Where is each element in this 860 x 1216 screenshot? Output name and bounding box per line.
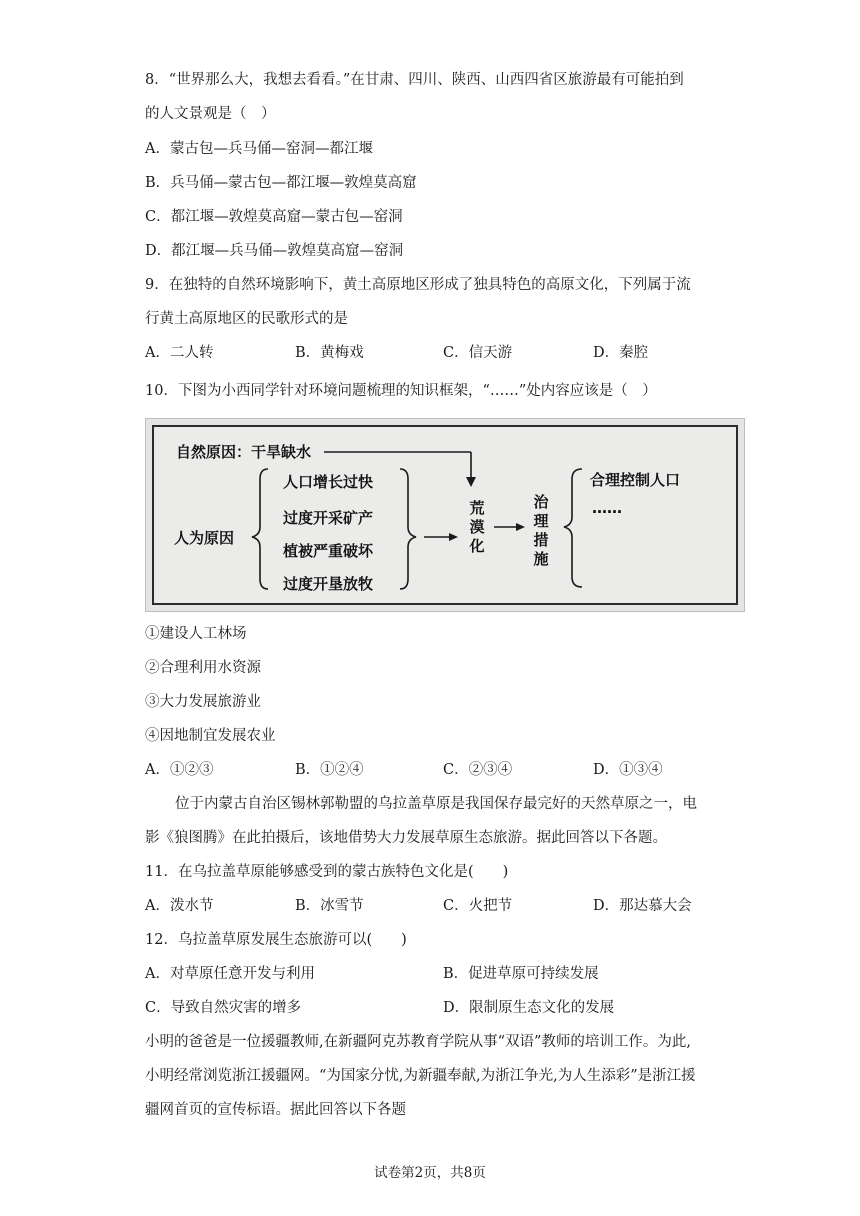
- q8-option-c: C．都江堰—敦煌莫高窟—蒙古包—窑洞: [145, 209, 403, 225]
- natural-cause-label: 自然原因：干旱缺水: [176, 443, 312, 461]
- q11-option-a: A．泼水节: [145, 898, 214, 914]
- human-cause-item: 植被严重破坏: [283, 542, 374, 560]
- q12-stem: 12．乌拉盖草原发展生态旅游可以( ): [145, 932, 407, 948]
- page-footer: 试卷第2页，共8页: [374, 1165, 486, 1181]
- q10-stem: 10．下图为小西同学针对环境问题梳理的知识框架，“……”处内容应该是（ ）: [145, 383, 657, 399]
- q9-stem-line2: 行黄土高原地区的民歌形式的是: [145, 311, 348, 327]
- q11-option-c: C．火把节: [443, 898, 513, 914]
- q12-option-a: A．对草原任意开发与利用: [145, 966, 315, 982]
- q10-item-1: ①建设人工林场: [145, 626, 247, 642]
- left-brace-icon: [252, 469, 268, 589]
- arrow-right-icon: [516, 523, 525, 531]
- q9-option-a: A．二人转: [145, 345, 214, 361]
- arrow-right-icon: [449, 533, 458, 541]
- human-cause-item: 过度开垦放牧: [283, 575, 374, 593]
- q12-option-d: D．限制原生态文化的发展: [443, 1000, 615, 1016]
- human-cause-item: 人口增长过快: [283, 473, 374, 491]
- q10-item-2: ②合理利用水资源: [145, 660, 261, 676]
- q10-item-3: ③大力发展旅游业: [145, 694, 261, 710]
- q8-option-a: A．蒙古包—兵马俑—窑洞—都江堰: [145, 141, 373, 157]
- q12-option-c: C．导致自然灾害的增多: [145, 1000, 302, 1016]
- passage1-line1: 位于内蒙古自治区锡林郭勒盟的乌拉盖草原是我国保存最完好的天然草原之一，电: [175, 796, 697, 812]
- q10-item-4: ④因地制宜发展农业: [145, 728, 276, 744]
- q9-option-b: B．黄梅戏: [295, 345, 364, 361]
- arrow-head-down-icon: [466, 477, 476, 487]
- q10-option-a: A．①②③: [145, 762, 214, 778]
- measures-brace-icon: [564, 469, 582, 587]
- passage1-line2: 影《狼图腾》在此拍摄后，该地借势大力发展草原生态旅游。据此回答以下各题。: [145, 830, 667, 846]
- measure-item: 合理控制人口: [590, 471, 681, 489]
- passage2-line1: 小明的爸爸是一位援疆教师,在新疆阿克苏教育学院从事“双语”教师的培训工作。为此,: [145, 1034, 692, 1050]
- passage2-line2: 小明经常浏览浙江援疆网。“为国家分忧,为新疆奉献,为浙江争光,为人生添彩”是浙江援: [145, 1068, 696, 1084]
- desertification-label: 荒漠化: [469, 499, 485, 555]
- q9-stem-line1: 9．在独特的自然环境影响下，黄土高原地区形成了独具特色的高原文化，下列属于流: [145, 277, 691, 293]
- right-brace-icon: [400, 469, 416, 589]
- q10-option-d: D．①③④: [593, 762, 663, 778]
- q8-stem-line1: 8．“世界那么大，我想去看看。”在甘肃、四川、陕西、山西四省区旅游最有可能拍到: [145, 72, 684, 88]
- measures-label: 治理措施: [533, 493, 549, 568]
- q9-option-d: D．秦腔: [593, 345, 649, 361]
- q10-knowledge-diagram: [145, 418, 745, 612]
- human-cause-item: 过度开采矿产: [283, 509, 374, 527]
- measure-item-ellipsis: ……: [592, 499, 622, 517]
- q8-option-b: B．兵马俑—蒙古包—都江堰—敦煌莫高窟: [145, 175, 417, 191]
- q8-option-d: D．都江堰—兵马俑—敦煌莫高窟—窑洞: [145, 243, 404, 259]
- q12-option-b: B．促进草原可持续发展: [443, 966, 599, 982]
- q10-option-c: C．②③④: [443, 762, 513, 778]
- passage2-line3: 疆网首页的宣传标语。据此回答以下各题: [145, 1102, 406, 1118]
- q11-option-b: B．冰雪节: [295, 898, 364, 914]
- q11-option-d: D．那达慕大会: [593, 898, 692, 914]
- q9-option-c: C．信天游: [443, 345, 513, 361]
- q11-stem: 11．在乌拉盖草原能够感受到的蒙古族特色文化是( ): [145, 864, 509, 880]
- q8-stem-line2: 的人文景观是（ ）: [145, 106, 276, 122]
- human-cause-label: 人为原因: [174, 529, 235, 547]
- q10-option-b: B．①②④: [295, 762, 364, 778]
